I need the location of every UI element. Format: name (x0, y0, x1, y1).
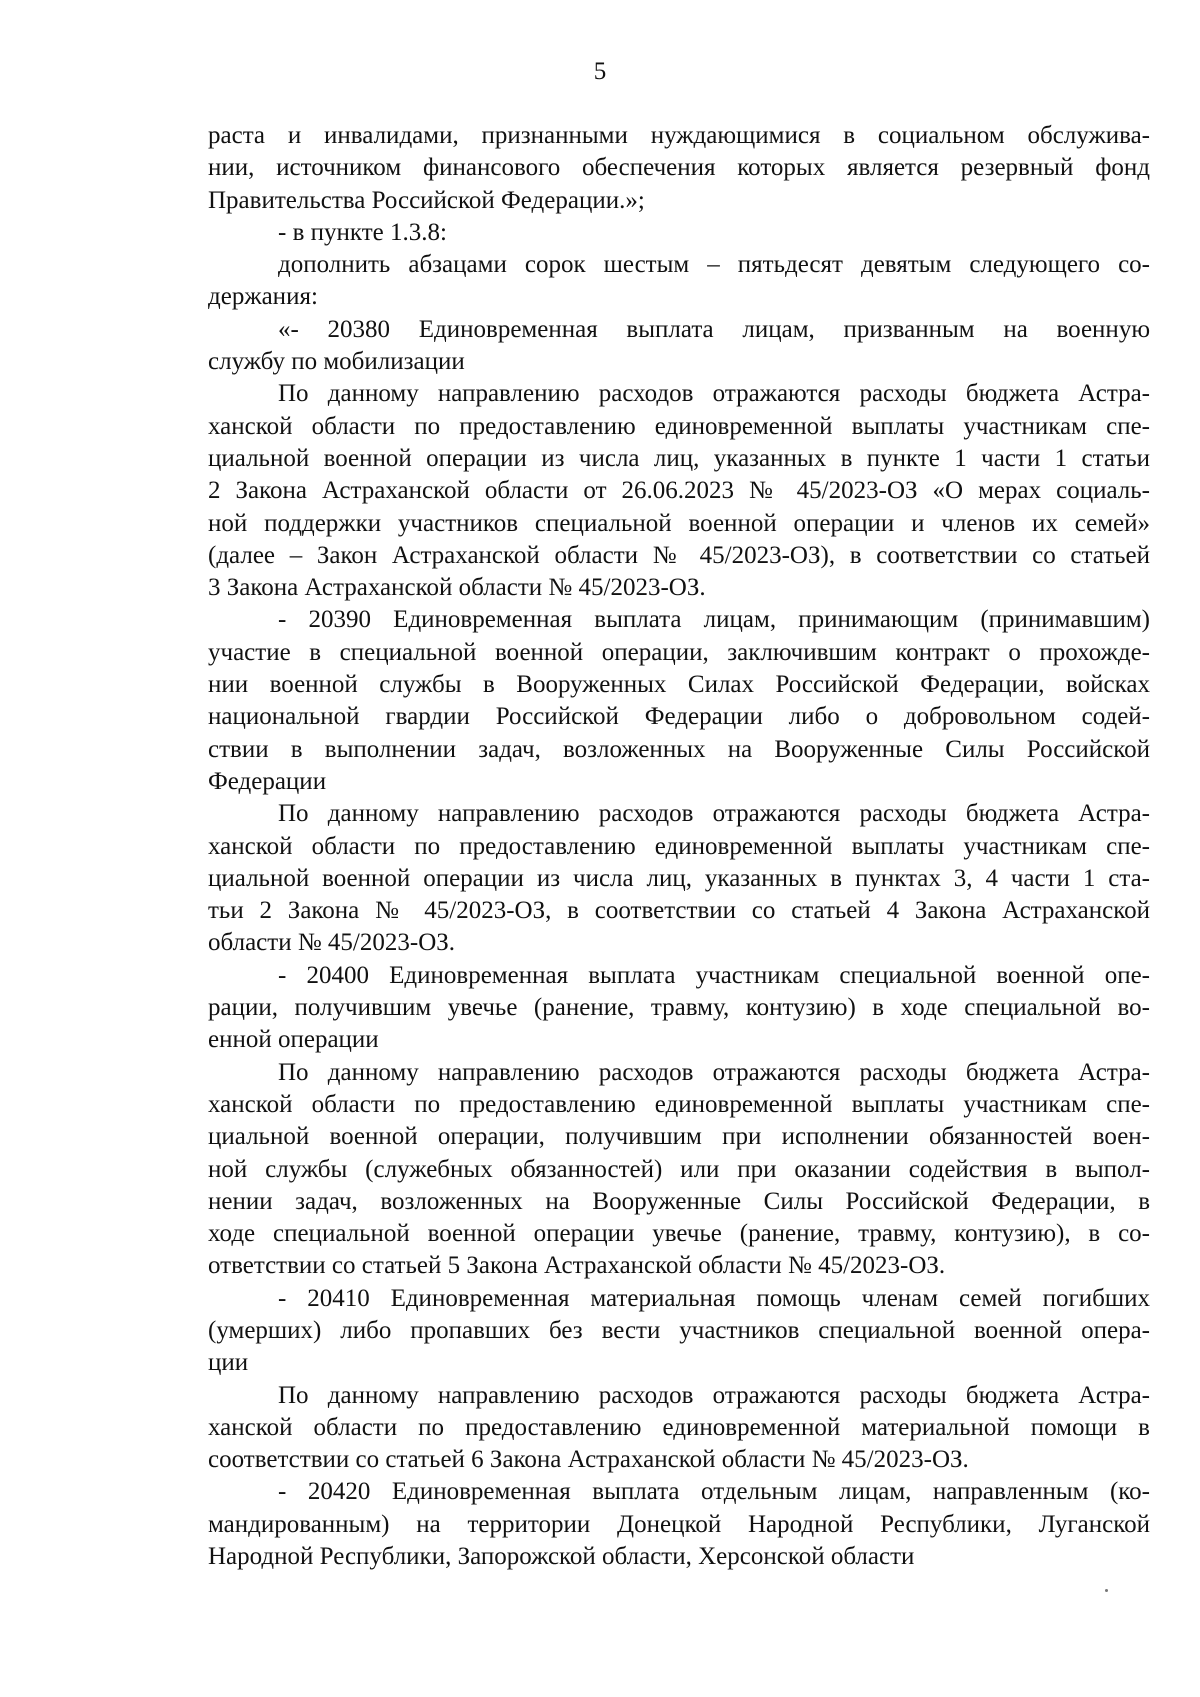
text-line: мандированным) на территории Донецкой Народной Республики, Луганской (208, 1510, 1150, 1538)
text-line: области № 45/2023-ОЗ. (208, 929, 456, 957)
text-line: ной поддержки участников специальной военной операции и членов их семей» (208, 509, 1150, 537)
text-line: циальной военной операции из числа лиц, указанных в пунктах 3, 4 части 1 ста- (208, 864, 1150, 892)
text-line: ханской области по предоставлению единовременной выплаты участникам спе- (208, 832, 1150, 860)
text-line: (умерших) либо пропавших без вести участников специальной военной опера- (208, 1316, 1150, 1344)
text-line: раста и инвалидами, признанными нуждающимися в социальном обслужива- (208, 122, 1150, 149)
text-line: ханской области по предоставлению единовременной выплаты участникам спе- (208, 412, 1150, 440)
text-line: ствии в выполнении задач, возложенных на Вооруженные Силы Российской (208, 735, 1150, 763)
text-line: енной операции (208, 1026, 379, 1054)
text-line: Федерации (208, 767, 327, 795)
text-line: участие в специальной военной операции, заключившим контракт о прохожде- (208, 638, 1150, 666)
text-line: национальной гвардии Российской Федерации либо о добровольном содей- (208, 703, 1150, 731)
text-line: ответствии со статьей 5 Закона Астраханской области № 45/2023-ОЗ. (208, 1252, 946, 1280)
text-line: рации, получившим увечье (ранение, травму, контузию) в ходе специальной во- (208, 994, 1150, 1022)
text-line: 3 Закона Астраханской области № 45/2023-ОЗ. (208, 574, 706, 602)
document-body (208, 120, 1150, 1573)
text-line: нии, источником финансового обеспечения которых является резервный фонд (208, 154, 1150, 182)
text-line: тьи 2 Закона № 45/2023-ОЗ, в соответствии со статьей 4 Закона Астраханской (208, 897, 1150, 925)
text-line: По данному направлению расходов отражаются расходы бюджета Астра- (278, 1058, 1150, 1086)
text-line: - в пункте 1.3.8: (278, 218, 447, 246)
text-line: «- 20380 Единовременная выплата лицам, призванным на военную (278, 315, 1150, 343)
text-line: Правительства Российской Федерации.»; (208, 186, 645, 214)
text-line: (далее – Закон Астраханской области № 45/2023-ОЗ), в соответствии со статьей (208, 541, 1150, 569)
text-line: службу по мобилизации (208, 348, 465, 376)
text-line: - 20420 Единовременная выплата отдельным лицам, направленным (ко- (278, 1478, 1150, 1506)
text-line: соответствии со статьей 6 Закона Астраханской области № 45/2023-ОЗ. (208, 1446, 969, 1474)
page-number: 5 (593, 58, 607, 85)
text-line: циальной военной операции из числа лиц, указанных в пункте 1 части 1 статьи (208, 444, 1150, 472)
text-line: держания: (208, 283, 318, 311)
text-line: циальной военной операции, получившим при исполнении обязанностей воен- (208, 1123, 1150, 1151)
text-line: По данному направлению расходов отражаются расходы бюджета Астра- (278, 800, 1150, 828)
text-line: дополнить абзацами сорок шестым – пятьдесят девятым следующего со- (278, 251, 1150, 279)
text-line: ции (208, 1349, 249, 1377)
text-line: По данному направлению расходов отражаются расходы бюджета Астра- (278, 380, 1150, 408)
text-line: Народной Республики, Запорожской области, Херсонской области (208, 1543, 915, 1571)
text-line: нии военной службы в Вооруженных Силах Российской Федерации, войсках (208, 671, 1150, 699)
text-line: ной службы (служебных обязанностей) или при оказании содействия в выпол- (208, 1155, 1150, 1183)
text-line: ханской области по предоставлению единовременной материальной помощи в (208, 1413, 1150, 1441)
scan-speck (1105, 1589, 1108, 1592)
text-line: нении задач, возложенных на Вооруженные Силы Российской Федерации, в (208, 1187, 1150, 1215)
text-line: - 20390 Единовременная выплата лицам, принимающим (принимавшим) (278, 606, 1150, 634)
text-line: ханской области по предоставлению единовременной выплаты участникам спе- (208, 1090, 1150, 1118)
text-line: По данному направлению расходов отражаются расходы бюджета Астра- (278, 1381, 1150, 1409)
text-line: ходе специальной военной операции увечье (ранение, травму, контузию), в со- (208, 1220, 1150, 1248)
text-line: - 20400 Единовременная выплата участникам специальной военной опе- (278, 961, 1150, 989)
text-line: 2 Закона Астраханской области от 26.06.2023 № 45/2023-ОЗ «О мерах социаль- (208, 477, 1150, 505)
text-line: - 20410 Единовременная материальная помощь членам семей погибших (278, 1284, 1150, 1312)
